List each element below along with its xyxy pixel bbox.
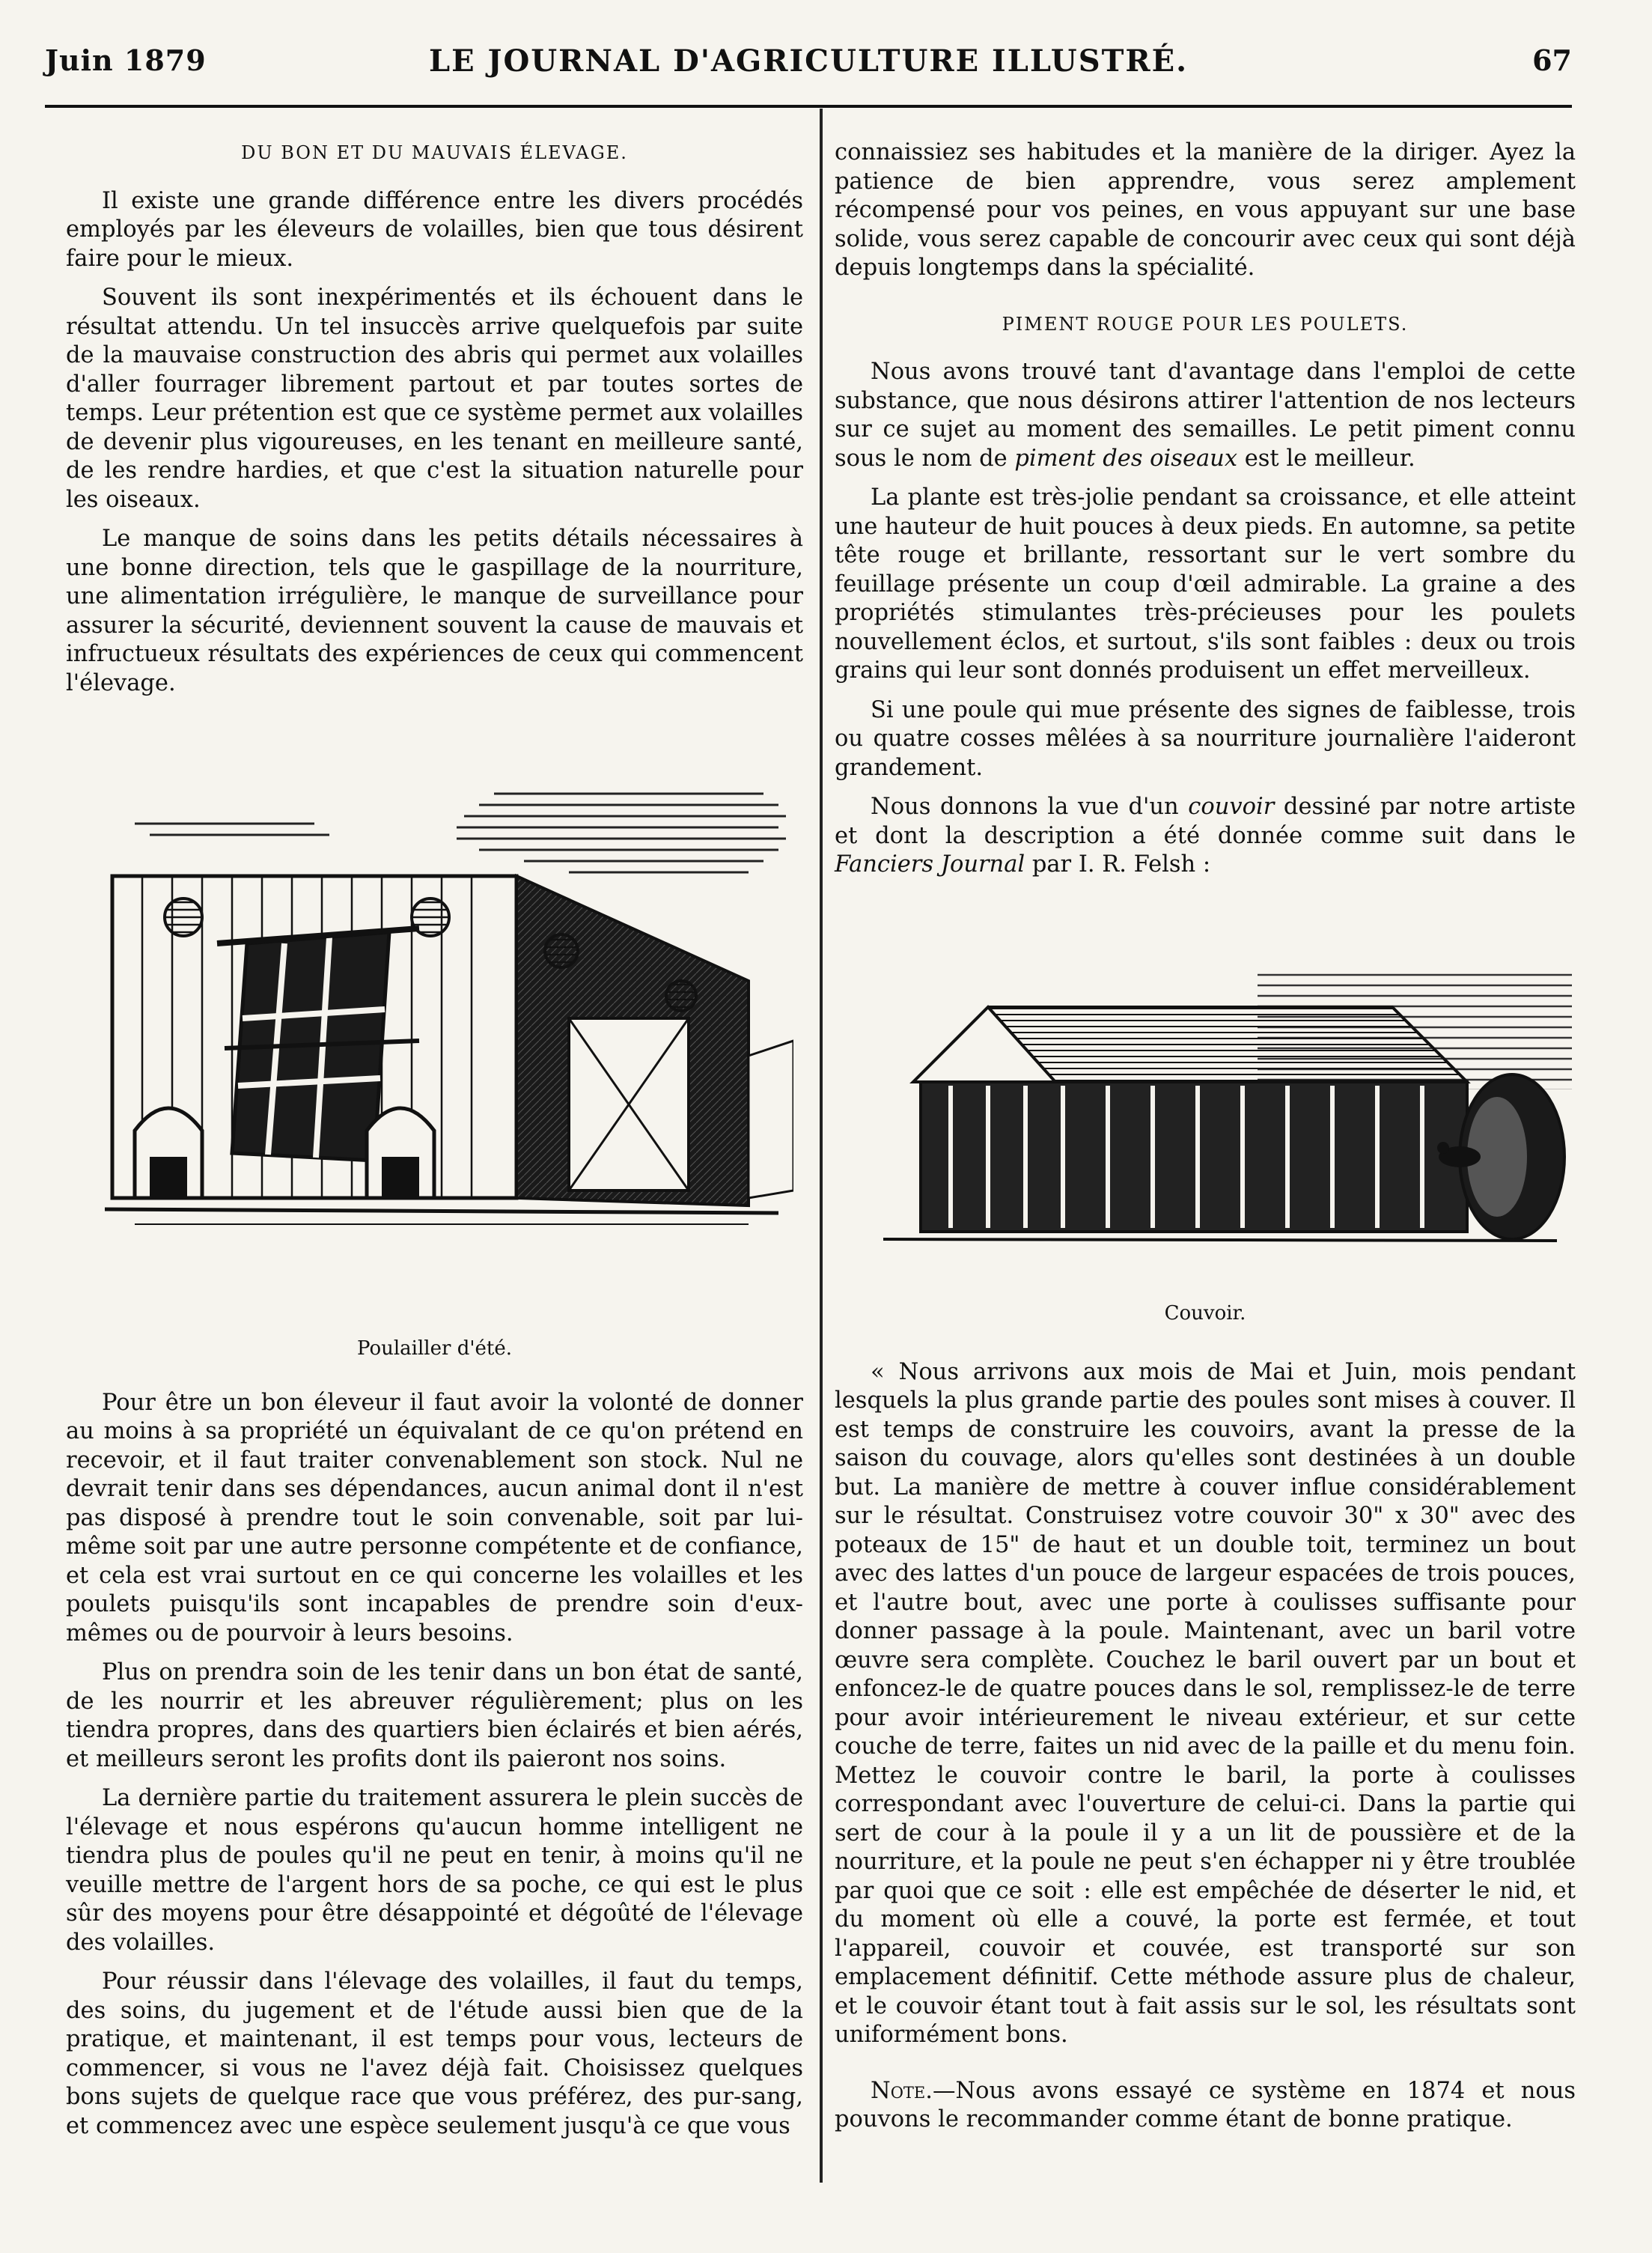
italic-term: couvoir: [1188, 794, 1275, 820]
figure-caption-couvoir: Couvoir.: [1164, 1302, 1246, 1325]
text: Nous avons trouvé tant d'avantage dans l'emploi de cette substance, que nous désirons attirer l'attention de nos lecteurs sur ce sujet au moment des semailles. Le petit piment connu sous le nom de: [835, 359, 1576, 472]
section-title-elevage: DU BON ET DU MAUVAIS ÉLEVAGE.: [241, 142, 628, 163]
paragraph: La plante est très-jolie pendant sa croissance, et elle atteint une hauteur de huit pouces à deux pieds. En automne, sa petite tête rouge et brillante, ressortant sur le vert sombre du feuillage présente un coup d'œil admirable. La graine a des propriétés stimulantes très-précieuses pour les poulets nouvellement éclos, et surtout, s'ils sont faibles : deux ou trois grains qui leur sont donnés produisent un effet merveilleux.: [835, 484, 1576, 684]
italic-term: piment des oiseaux: [1014, 445, 1238, 472]
right-column-top: [835, 139, 1576, 890]
page-number: 67: [1532, 43, 1572, 77]
note-text: —Nous avons essayé ce système en 1874 et nous pouvons le recommander comme étant de bonne pratique.: [835, 2077, 1576, 2132]
paragraph: Il existe une grande différence entre les divers procédés employés par les éleveurs de volailles, bien que tous désirent faire pour le mieux.: [66, 187, 803, 272]
paragraph: Pour être un bon éleveur il faut avoir la volonté de donner au moins à sa propriété un équivalant de ce qu'on prétend en recevoir, et il faut traiter convenablement son stock. Nul ne devrait tenir dans ses dépendances, aucun animal dont il n'est pas disposé à prendre tout le soin convenable, soit par lui-même soit par une autre personne compétente et de confiance, et cela est vrai surtout en ce qui concerne les volailles et les poulets puisqu'ils sont incapables de prendre soin d'eux-mêmes ou de pourvoir à leurs besoins.: [66, 1389, 803, 1647]
paragraph: La dernière partie du traitement assurera le plein succès de l'élevage et nous espérons qu'aucun homme intelligent ne tiendra plus de poules qu'il ne peut en tenir, à moins qu'il ne veuille mettre de l'argent hors de sa poche, ce qui est le plus sûr des moyens pour être désappointé et dégoûté de l'élevage des volailles.: [66, 1785, 803, 1956]
page-header: [45, 43, 1572, 88]
section-title-piment: PIMENT ROUGE POUR LES POULETS.: [1002, 313, 1409, 335]
right-column-bottom: [835, 1299, 1576, 2145]
paragraph: [835, 358, 1576, 473]
paragraph: Pour réussir dans l'élevage des volailles, il faut du temps, des soins, du jugement et de l'étude aussi bien que de la pratique, et maintenant, il est temps pour vous, lecteurs de commencer, si vous ne l'avez déjà fait. Choisissez quelques bons sujets de quelque race que vous préférez, des pur-sang, et commencez avec une espèce seulement jusqu'à ce que vous: [66, 1968, 803, 2139]
paragraph-continuation: connaissiez ses habitudes et la manière de la diriger. Ayez la patience de bien apprendre, vous serez amplement récompensé pour vos peines, en vous appuyant sur une base solide, vous serez capable de concourir avec ceux qui sont déjà depuis longtemps dans la spécialité.: [835, 139, 1576, 281]
note-label: Note.: [871, 2077, 933, 2104]
paragraph: Souvent ils sont inexpérimentés et ils échouent dans le résultat attendu. Un tel insuccès arrive quelquefois par suite de la mauvaise construction des abris qui permet aux volailles d'aller fourrager librement partout et par toutes sortes de temps. Leur prétention est que ce système permet aux volailles de devenir plus vigoureuses, en les tenant en meilleure santé, de les rendre hardies, et que c'est la situation naturelle pour les oiseaux.: [66, 285, 803, 513]
figure-caption-poulailler: Poulailler d'été.: [357, 1337, 512, 1360]
quote-paragraph: « Nous arrivons aux mois de Mai et Juin, mois pendant lesquels la plus grande partie des poules sont mises à couver. Il est temps de construire les couvoirs, avant la presse de la saison du couvage, alors qu'elles sont destinées à un double but. La manière de mettre à couver influe considérablement sur le résultat. Construisez votre couvoir 30" x 30" avec des poteaux de 15" de haut et un double toit, terminez un bout avec des lattes d'un pouce de largeur espacées de trois pouces, et l'autre bout, avec une porte à coulisses suffisante pour donner passage à la poule. Maintenant, avec un baril votre œuvre sera complète. Couchez le baril ouvert par un bout et enfoncez-le de quatre pouces dans le sol, remplissez-le de terre pour avoir intérieurement le niveau extérieur, et sur cette couche de terre, faites un nid avec de la paille et du menu foin. Mettez le couvoir contre le baril, la porte à coulisses correspondant avec l'ouverture de celui-ci. Dans la partie qui sert de cour à la poule il y a un lit de poussière et de la nourriture, et la poule ne peut s'en échapper ni y être troublée par quoi que ce soit : elle est empêchée de déserter le nid, et du moment où elle a couvé, la porte est fermée, et tout l'appareil, couvoir et couvée, est transporté sur son emplacement définitif. Cette méthode assure plus de chaleur, et le couvoir étant tout à fait assis sur le sol, les résultats sont uniformément bons.: [835, 1358, 1576, 2048]
italic-term: Fanciers Journal: [835, 851, 1025, 878]
left-column-bottom: [66, 1334, 803, 2151]
poulailler-illustration: [105, 771, 793, 1258]
paragraph: [835, 793, 1576, 880]
text: est le meilleur.: [1237, 445, 1415, 472]
header-rule: [45, 105, 1572, 108]
paragraph: Si une poule qui mue présente des signes de faiblesse, trois ou quatre cosses mêlées à sa nourriture journalière l'aideront grandement.: [835, 696, 1576, 781]
journal-title: LE JOURNAL D'AGRICULTURE ILLUSTRÉ.: [428, 43, 1188, 79]
text: Nous donnons la vue d'un: [871, 794, 1189, 820]
text: par I. R. Felsh :: [1025, 851, 1211, 878]
text: dessiné par notre artiste et dont la description a été donnée comme suit dans le: [835, 794, 1576, 849]
couvoir-illustration: [868, 970, 1572, 1262]
left-column-top: [66, 139, 803, 708]
paragraph: Plus on prendra soin de les tenir dans un bon état de santé, de les nourrir et les abreuver régulièrement; plus on les tiendra propres, dans des quartiers bien éclairés et bien aérés, et meilleurs seront les profits dont ils paieront nos soins.: [66, 1659, 803, 1772]
note-paragraph: [835, 2077, 1576, 2135]
column-rule: [820, 109, 823, 2183]
paragraph: Le manque de soins dans les petits détails nécessaires à une bonne direction, tels que le gaspillage de la nourriture, une alimentation irrégulière, le manque de surveillance pour assurer la sécurité, deviennent souvent la cause de mauvais et infructueux résultats des expériences de ceux qui commencent l'élevage.: [66, 526, 803, 696]
issue-date: Juin 1879: [45, 43, 207, 77]
